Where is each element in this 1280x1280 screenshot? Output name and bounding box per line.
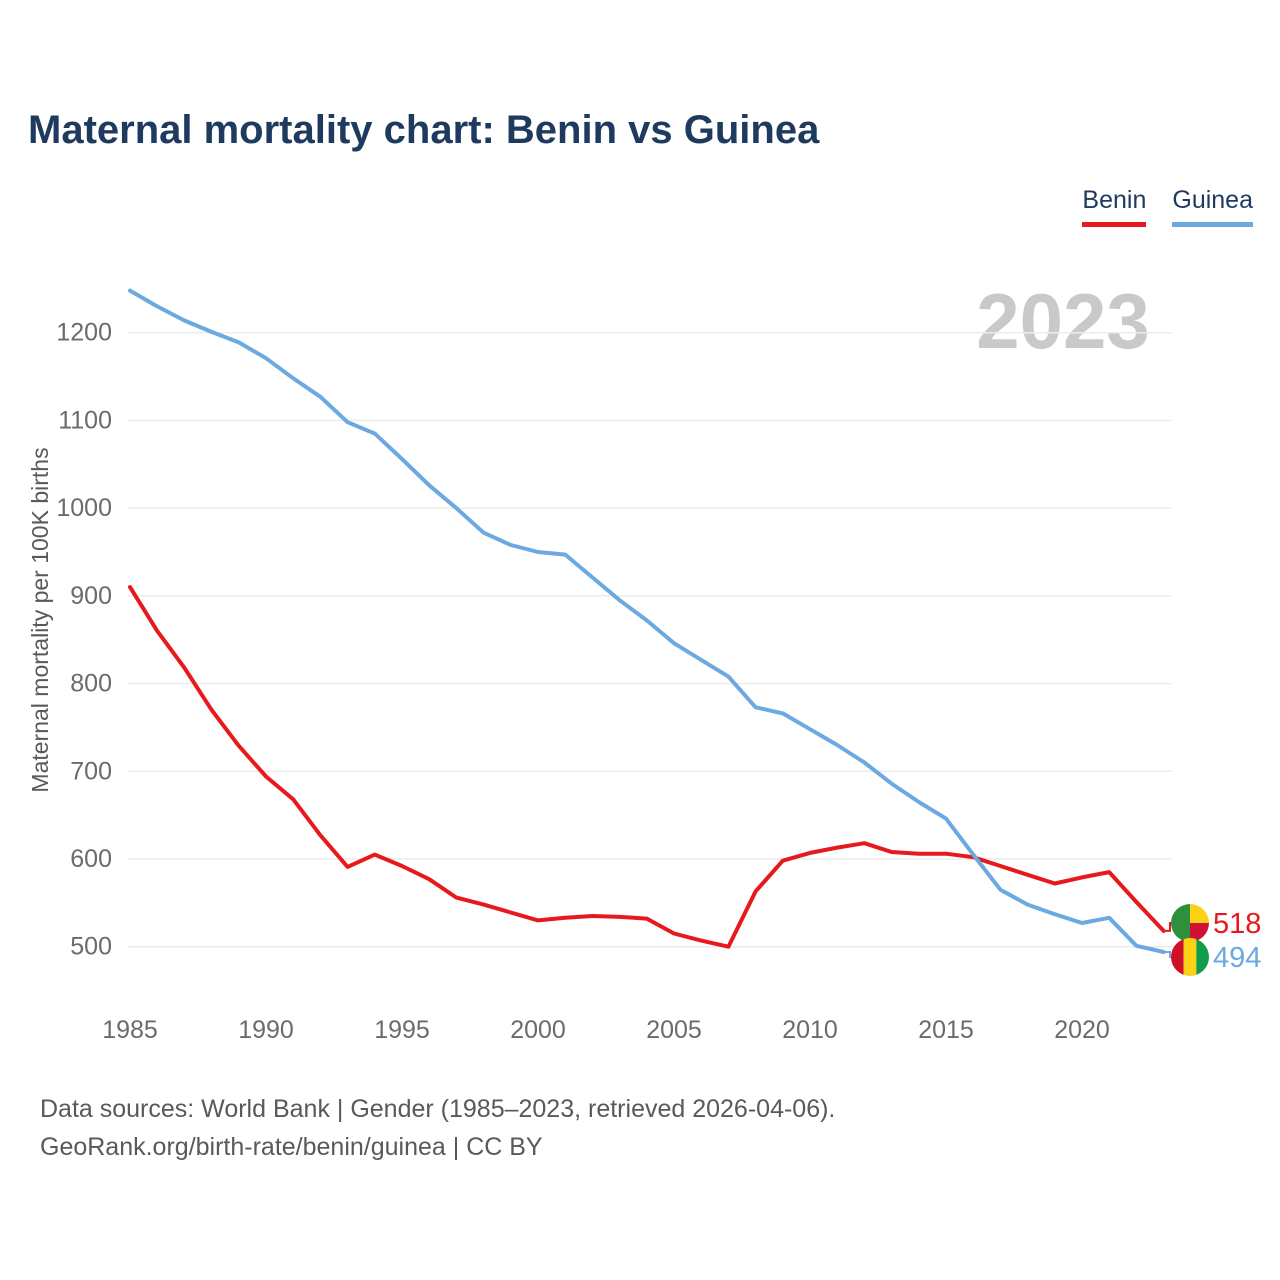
- guinea-line[interactable]: [130, 291, 1164, 952]
- y-tick-label: 1000: [56, 494, 112, 523]
- y-tick-label: 900: [70, 581, 112, 610]
- benin-end-value: 518: [1213, 908, 1262, 940]
- guinea-end-value: 494: [1213, 942, 1262, 974]
- y-tick-label: 600: [70, 844, 112, 873]
- x-tick-label: 2020: [1054, 1016, 1110, 1044]
- legend-item-benin[interactable]: Benin: [1082, 186, 1146, 227]
- x-tick-label: 1990: [238, 1016, 294, 1044]
- y-tick-label: 1200: [56, 318, 112, 347]
- y-tick-label: 700: [70, 757, 112, 786]
- guinea-flag-icon: [1171, 938, 1210, 976]
- x-tick-label: 1985: [102, 1016, 158, 1044]
- legend-item-guinea[interactable]: Guinea: [1172, 186, 1253, 227]
- benin-flag-icon: [1171, 904, 1209, 942]
- x-tick-label: 1995: [374, 1016, 430, 1044]
- y-tick-label: 500: [70, 932, 112, 961]
- x-tick-label: 2010: [782, 1016, 838, 1044]
- page-title: Maternal mortality chart: Benin vs Guinea: [28, 108, 820, 152]
- y-axis-title: Maternal mortality per 100K births: [27, 447, 53, 793]
- y-tick-label: 800: [70, 669, 112, 698]
- x-tick-label: 2000: [510, 1016, 566, 1044]
- data-source-line: Data sources: World Bank | Gender (1985–2023, retrieved 2026-04-06).: [40, 1095, 836, 1123]
- x-tick-label: 2005: [646, 1016, 702, 1044]
- attribution-footer: [40, 1090, 835, 1166]
- year-watermark: 2023: [976, 277, 1150, 365]
- y-tick-label: 1100: [58, 406, 112, 435]
- license-line: GeoRank.org/birth-rate/benin/guinea | CC BY: [40, 1133, 543, 1161]
- x-tick-label: 2015: [918, 1016, 974, 1044]
